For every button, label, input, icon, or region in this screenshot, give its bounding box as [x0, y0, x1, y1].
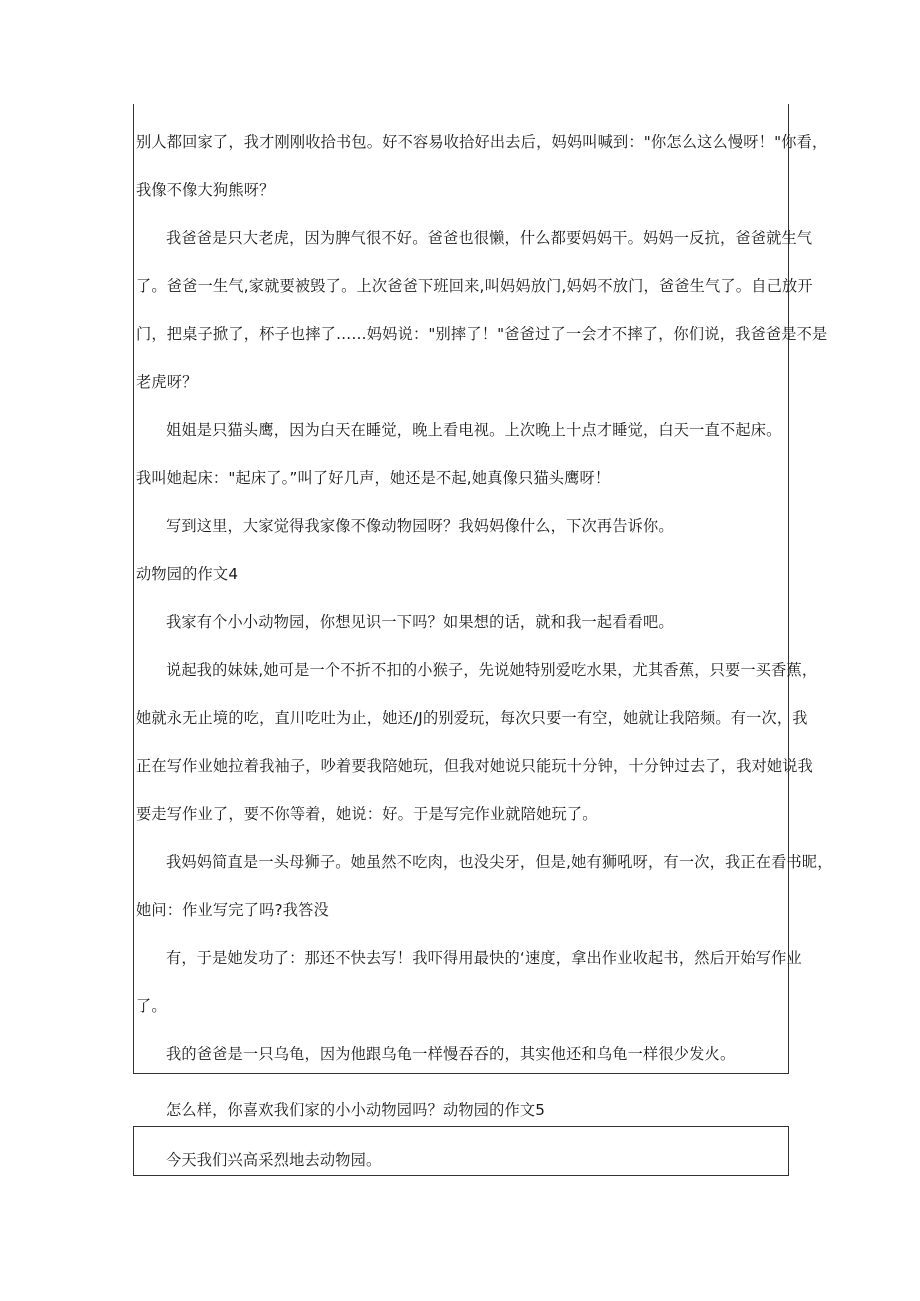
text-line: 说起我的妹妹,她可是一个不折不扣的小猴子，先说她特别爱吃水果，尤其香蕉，只要一买香蕉，	[166, 661, 818, 679]
text-line: 了。	[136, 997, 167, 1015]
text-line: 有，于是她发功了：那还不快去写！我吓得用最快的‘速度，拿出作业收起书，然后开始写作业	[166, 949, 802, 967]
text-line: 她就永无止境的吃，直川吃吐为止，她还/J的别爱玩，每次只要一有空，她就让我陪频。有一次，我	[136, 709, 808, 727]
text-line: 我叫她起床："起床了。”叫了好几声，她还是不起,她真像只猫头鹰呀！	[136, 469, 611, 487]
content-frame	[133, 104, 828, 1074]
text-line: 了。爸爸一生气,家就要被毁了。上次爸爸下班回来,叫妈妈放门,妈妈不放门，爸爸生气了。自己放开	[136, 277, 813, 295]
text-line: 老虎呀？	[136, 373, 198, 391]
text-line: 别人都回家了，我才刚刚收拾书包。好不容易收拾好出去后，妈妈叫喊到："你怎么这么慢呀！"你看，	[136, 133, 828, 151]
text-line: 姐姐是只猫头鹰，因为白天在睡觉，晚上看电视。上次晚上十点才睡觉，白天一直不起床。	[166, 421, 782, 439]
text-line: 她问：作业写完了吗?我答没	[136, 901, 329, 919]
text-line: 正在写作业她拉着我袖子，吵着要我陪她玩，但我对她说只能玩十分钟，十分钟过去了，我对她说我	[136, 757, 814, 775]
text-line: 要走写作业了，要不你等着，她说：好。于是写完作业就陪她玩了。	[136, 805, 598, 823]
text-line: 我爸爸是只大老虎，因为脾气很不好。爸爸也很懒，什么都要妈妈干。妈妈一反抗，爸爸就生气	[166, 229, 813, 247]
text-line: 写到这里，大家觉得我家像不像动物园呀？我妈妈像什么，下次再告诉你。	[166, 517, 674, 535]
text-line: 门，把桌子掀了，杯子也摔了……妈妈说："别摔了！"爸爸过了一会才不摔了，你们说，我爸爸是不是	[136, 325, 828, 343]
text-line: 我像不像大狗熊呀？	[136, 181, 275, 199]
text-line: 我妈妈简直是一头母狮子。她虽然不吃肉，也没尖牙，但是,她有狮吼呀，有一次，我正在看书昵，	[166, 853, 833, 871]
text-line: 今天我们兴高采烈地去动物园。	[166, 1151, 382, 1169]
text-line: 我的爸爸是一只乌龟，因为他跟乌龟一样慢吞吞的，其实他还和乌龟一样很少发火。	[166, 1045, 736, 1063]
section-heading: 动物园的作文4	[136, 565, 239, 583]
text-line: 我家有个小小动物园，你想见识一下吗？如果想的话，就和我一起看看吧。	[166, 613, 674, 631]
text-line: 怎么样，你喜欢我们家的小小动物园吗？动物园的作文5	[166, 1101, 546, 1119]
